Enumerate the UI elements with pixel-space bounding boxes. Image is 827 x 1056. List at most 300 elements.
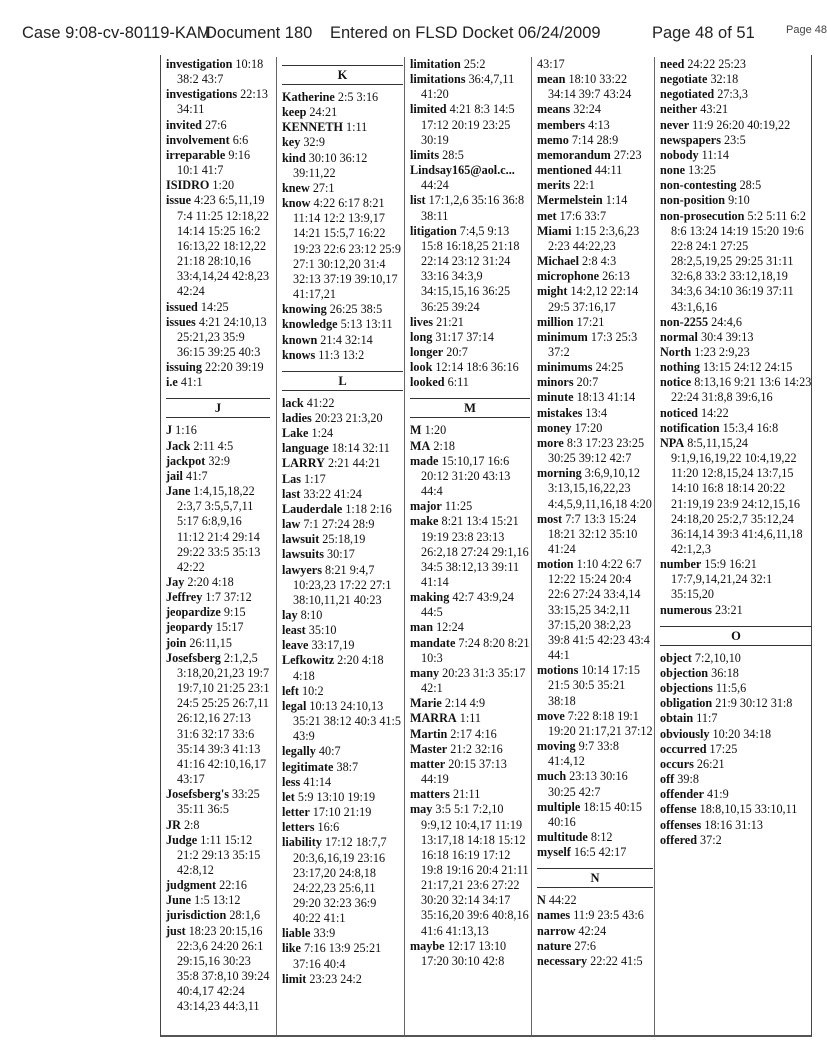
index-word: Jeffrey (166, 590, 203, 605)
index-entry (537, 57, 653, 72)
index-word: Jay (166, 575, 185, 589)
index-refs: 15:3,4 16:8 (722, 420, 779, 435)
index-entry (537, 224, 653, 254)
index-word: issuing (166, 360, 202, 375)
index-refs: 2:20 4:18 (187, 575, 234, 589)
index-word: microphone (537, 269, 600, 284)
index-entry (166, 893, 270, 908)
index-refs: 43:17 (537, 57, 565, 71)
index-entry (537, 939, 653, 954)
index-entry (410, 787, 530, 802)
index-entry (410, 742, 530, 757)
index-refs: 11:9 26:20 40:19,22 (692, 117, 791, 132)
index-refs: 7:24 8:20 8:21 10:3 (421, 635, 530, 665)
index-entry (537, 739, 653, 769)
index-word: memo (537, 132, 569, 147)
index-word: legal (282, 698, 307, 713)
index-word: knowing (282, 302, 327, 317)
index-refs: 1:14 (605, 193, 628, 208)
index-word: many (410, 665, 440, 680)
index-entry (166, 818, 270, 833)
index-entry (166, 375, 270, 390)
index-refs: 2:5 3:16 (337, 90, 379, 104)
index-refs: 21:4 32:14 (320, 332, 373, 347)
index-word: moving (537, 739, 576, 754)
index-word: Katherine (282, 90, 335, 104)
index-refs: 5:2 5:11 6:2 8:6 13:24 14:19 15:20 19:6 22:8 24:1 27:25 28:2,5,19,25 29:25 31:11 32:6,8 33:2 33:12,18,19 34:3,6 34:10 36:19 37:11 43:1,6,16 (671, 208, 806, 314)
index-word: know (282, 196, 311, 211)
index-refs: 2:8 (183, 817, 200, 832)
index-entry (537, 269, 653, 284)
index-word: involvement (166, 132, 230, 147)
index-refs: 22:20 39:19 (204, 360, 264, 375)
index-refs: 12:14 18:6 36:16 (435, 360, 519, 375)
index-word: letters (282, 820, 315, 835)
index-column-2 (276, 57, 403, 1035)
index-refs: 41:1 (180, 375, 203, 390)
index-column-3 (404, 57, 530, 1035)
index-refs: 13:25 (688, 163, 716, 178)
index-word: Martin (410, 726, 448, 741)
index-refs: 21:11 (452, 787, 481, 802)
index-refs: 10:13 24:10,13 35:21 38:12 40:3 41:5 43:9 (293, 698, 401, 744)
index-entry (282, 835, 403, 926)
index-word: ladies (282, 410, 312, 425)
index-entry (660, 406, 812, 421)
index-word: knew (282, 180, 310, 195)
index-refs: 17:21 (576, 314, 605, 329)
index-refs: 11:7 (696, 711, 718, 726)
index-word: offenses (660, 817, 702, 832)
index-refs: 38:7 (336, 759, 359, 774)
index-entry (166, 908, 270, 923)
index-refs: 22:22 41:5 (590, 953, 643, 968)
index-entry (537, 663, 653, 708)
index-word: may (410, 802, 433, 817)
index-word: motions (537, 663, 579, 678)
index-refs: 22:16 (219, 878, 247, 893)
index-entry (660, 757, 812, 772)
index-refs: 30:10 36:12 39:11,22 (293, 150, 368, 180)
index-refs: 1:16 (175, 423, 197, 438)
index-entry (537, 118, 653, 133)
index-word: minimums (537, 360, 593, 375)
index-word: longer (410, 344, 444, 359)
index-refs: 26:13 (602, 269, 630, 284)
index-entry (282, 941, 403, 971)
index-refs: 24:25 (595, 360, 624, 375)
index-word: matters (410, 787, 450, 802)
index-word: morning (537, 466, 582, 481)
index-entry (537, 254, 653, 269)
index-refs: 22:13 34:11 (177, 87, 268, 117)
index-entry (410, 666, 530, 696)
index-entry (410, 193, 530, 223)
index-entry (410, 514, 530, 590)
index-word: means (537, 102, 571, 117)
index-entry (410, 454, 530, 499)
index-word: never (660, 117, 690, 132)
index-refs: 39:8 (677, 772, 699, 787)
index-entry (660, 742, 812, 757)
index-entry (166, 300, 270, 315)
index-word: negotiate (660, 72, 708, 87)
index-refs: 41:9 (707, 787, 729, 802)
index-refs: 35:10 (308, 623, 337, 638)
index-entry (282, 196, 403, 302)
index-refs: 2:17 4:16 (450, 726, 497, 741)
index-entry (537, 800, 653, 830)
index-entry (410, 696, 530, 711)
index-entry (660, 436, 812, 557)
index-refs: 16:6 (317, 820, 340, 835)
index-refs: 6:11 (447, 375, 469, 390)
index-entry (537, 315, 653, 330)
index-word: like (282, 941, 301, 956)
index-entry (166, 651, 270, 787)
index-entry (282, 105, 403, 120)
index-word: mandate (410, 635, 456, 650)
index-entry (282, 563, 403, 608)
index-refs: 17:12 18:7,7 20:3,6,16,19 23:16 23:17,20 24:8,18 24:22,23 25:6,11 29:20 32:23 36:9 40:22 41:1 (293, 835, 387, 926)
index-refs: 20:15 37:13 44:19 (421, 756, 507, 787)
index-refs: 4:21 8:3 14:5 17:12 20:19 23:25 30:19 (421, 102, 515, 147)
index-refs: 13:4 (585, 405, 608, 420)
index-refs: 10:14 17:15 21:5 30:5 35:21 38:18 (548, 663, 640, 708)
index-word: noticed (660, 405, 698, 420)
index-entry (410, 148, 530, 163)
index-refs: 5:9 13:10 19:19 (297, 789, 376, 804)
index-entry (537, 178, 653, 193)
index-entry (537, 845, 653, 860)
index-word: object (660, 650, 692, 665)
index-word: notice (660, 375, 692, 390)
index-refs: 1:4,15,18,22 2:3,7 3:5,5,7,11 5:17 6:8,9,16 11:12 21:4 29:14 29:22 33:5 35:13 42:22 (177, 484, 261, 574)
index-refs: 20:23 21:3,20 (314, 410, 383, 425)
index-word: looked (410, 375, 445, 390)
index-word: jackpot (166, 453, 206, 468)
index-word: lawyers (282, 562, 322, 577)
index-word: merits (537, 178, 571, 193)
index-entry (410, 939, 530, 969)
index-entry (660, 711, 812, 726)
index-entry (660, 163, 812, 178)
index-word: issues (166, 314, 196, 329)
index-refs: 33:9 (313, 926, 336, 941)
index-word: nothing (660, 360, 700, 375)
index-word: Master (410, 741, 448, 756)
index-word: limitations (410, 72, 466, 87)
index-entry (537, 830, 653, 845)
index-refs: 15:9 16:21 17:7,9,14,21,24 32:1 35:15,20 (671, 557, 773, 602)
index-entry (660, 603, 812, 618)
index-entry (410, 439, 530, 454)
index-entry (660, 57, 812, 72)
index-entry (166, 620, 270, 635)
index-word: kind (282, 150, 306, 165)
index-entry (282, 820, 403, 835)
index-refs: 13:15 24:12 24:15 (703, 360, 793, 375)
index-refs: 9:15 (223, 605, 246, 620)
index-refs: 32:9 (303, 135, 325, 150)
index-entry (537, 954, 653, 969)
index-entry (282, 317, 403, 332)
index-refs: 8:21 13:4 15:21 19:19 23:8 23:13 26:2,18 27:24 29:1,16 34:5 38:12,13 39:11 41:14 (421, 514, 529, 589)
page-number: Page 48 of 51 (652, 24, 755, 42)
index-word: letter (282, 805, 310, 820)
index-refs: 27:3,3 (717, 87, 749, 102)
index-entry (537, 209, 653, 224)
index-refs: 24:21 (309, 105, 338, 120)
index-refs: 18:14 32:11 (331, 441, 390, 456)
index-refs: 1:20 (212, 178, 235, 193)
index-word: nobody (660, 147, 699, 162)
index-entry (660, 651, 812, 666)
index-entry (282, 348, 403, 363)
index-word: jeopardize (166, 605, 221, 620)
index-word: look (410, 360, 433, 375)
index-entry (660, 87, 812, 102)
index-word: NPA (660, 435, 685, 450)
index-refs: 23:23 24:2 (309, 971, 362, 986)
index-word: last (282, 486, 301, 501)
section-letter: N (537, 868, 653, 888)
index-word: lives (410, 314, 434, 329)
index-entry (660, 681, 812, 696)
index-entry (660, 818, 812, 833)
index-refs: 15:17 (215, 620, 244, 635)
index-entry (660, 330, 812, 345)
index-entry (282, 426, 403, 441)
index-word: negotiated (660, 87, 715, 102)
index-word: investigation (166, 57, 233, 71)
index-word: memorandum (537, 147, 611, 162)
index-refs: 43:21 (700, 102, 729, 117)
index-entry (537, 163, 653, 178)
index-word: leave (282, 638, 309, 653)
index-entry (660, 148, 812, 163)
index-entry (537, 330, 653, 360)
index-word: limits (410, 147, 440, 162)
index-word: myself (537, 845, 571, 860)
index-entry (166, 636, 270, 651)
index-word: Las (282, 471, 301, 486)
index-word: LARRY (282, 456, 325, 471)
index-word: litigation (410, 223, 457, 238)
index-word: just (166, 923, 186, 938)
index-entry (537, 436, 653, 466)
index-entry (282, 805, 403, 820)
index-word: list (410, 193, 426, 208)
index-refs: 27:23 (613, 147, 642, 162)
index-refs: 37:2 (700, 832, 722, 847)
index-entry (537, 102, 653, 117)
index-word: man (410, 620, 434, 635)
index-entry (282, 926, 403, 941)
index-word: issue (166, 193, 192, 208)
index-entry (166, 178, 270, 193)
index-refs: 23:5 (724, 132, 746, 147)
index-entry (660, 557, 812, 602)
index-refs: 1:5 13:12 (194, 893, 241, 908)
index-word: number (660, 557, 702, 572)
index-refs: 5:13 13:11 (340, 317, 393, 332)
index-refs: 26:11,15 (189, 635, 232, 650)
index-refs: 1:24 (311, 426, 334, 441)
index-entry (537, 193, 653, 208)
index-entry (410, 375, 530, 390)
index-entry (282, 699, 403, 744)
index-word: numerous (660, 602, 712, 617)
index-refs: 3:6,9,10,12 3:13,15,16,22,23 4:4,5,9,11,16,18 4:20 (548, 466, 652, 511)
index-refs: 1:15 2:3,6,23 2:23 44:22,23 (548, 223, 640, 253)
index-word: JR (166, 817, 181, 832)
index-entry (282, 411, 403, 426)
index-refs: 32:9 (208, 453, 230, 468)
index-word: obligation (660, 696, 713, 711)
index-entry (282, 441, 403, 456)
index-entry (282, 517, 403, 532)
index-refs: 44:22 (548, 893, 577, 908)
index-word: newspapers (660, 132, 721, 147)
index-word: judgment (166, 878, 217, 893)
index-word: million (537, 314, 574, 329)
index-word: notification (660, 420, 720, 435)
index-refs: 1:11 (459, 711, 481, 726)
index-entry (166, 924, 270, 1015)
index-word: least (282, 623, 306, 638)
index-word: Judge (166, 832, 198, 847)
index-refs: 24:4,6 (711, 314, 742, 329)
index-refs: 33:25 35:11 36:5 (177, 787, 260, 817)
index-refs: 10:2 (301, 683, 324, 698)
index-word: Jack (166, 438, 191, 453)
index-word: minimum (537, 329, 588, 344)
index-word: Josefsberg (166, 650, 221, 665)
index-entry (282, 623, 403, 638)
index-word: might (537, 284, 568, 299)
index-refs: 1:23 2:9,23 (694, 344, 750, 359)
index-refs: 3:5 5:1 7:2,10 9:9,12 10:4,17 11:19 13:17,18 14:18 15:12 16:18 16:19 17:12 19:8 19:16 20:4 21:11 21:17,21 23:6 27:22 30:20 32:14 34:17 35:16,20 39:6 40:8,16 41:6 41:13,13 (421, 802, 529, 938)
index-entry (166, 423, 270, 438)
index-entry (660, 118, 812, 133)
index-refs: 16:5 42:17 (573, 845, 627, 860)
index-refs: 9:7 33:8 41:4,12 (548, 739, 619, 769)
index-entry (282, 760, 403, 775)
index-entry (410, 757, 530, 787)
index-word: June (166, 893, 192, 908)
index-refs: 20:23 31:3 35:17 42:1 (421, 665, 526, 696)
index-entry (282, 653, 403, 683)
index-word: money (537, 420, 572, 435)
index-refs: 7:22 8:18 19:1 19:20 21:17,21 37:12 (548, 708, 653, 738)
index-entry (166, 454, 270, 469)
section-letter: L (282, 371, 403, 391)
index-word: ISIDRO (166, 178, 210, 193)
index-refs: 14:25 (200, 299, 229, 314)
index-entry (166, 605, 270, 620)
index-word: join (166, 635, 187, 650)
index-entry (410, 499, 530, 514)
index-refs: 27:1 (312, 180, 335, 195)
index-entry (282, 151, 403, 181)
index-refs: 26:25 38:5 (329, 302, 383, 317)
index-word: Miami (537, 223, 572, 238)
index-refs: 9:16 10:1 41:7 (177, 147, 251, 178)
index-entry (537, 924, 653, 939)
index-refs: 8:3 17:23 23:25 30:25 39:12 42:7 (548, 435, 645, 466)
index-refs: 42:24 (578, 923, 607, 938)
index-refs: 25:18,19 (322, 532, 366, 547)
index-word: non-contesting (660, 178, 737, 193)
index-refs: 41:14 (303, 774, 332, 789)
index-entry (537, 284, 653, 314)
index-refs: 44:24 (421, 178, 449, 193)
index-refs: 18:13 41:14 (576, 390, 636, 405)
index-word: left (282, 683, 299, 698)
docket-header (22, 24, 827, 50)
index-word: obviously (660, 726, 710, 741)
index-refs: 30:17 (327, 547, 355, 562)
index-refs: 31:17 37:14 (435, 329, 494, 344)
index-refs: 17:10 21:19 (312, 805, 372, 820)
index-refs: 30:4 39:13 (700, 329, 754, 344)
index-entry (282, 302, 403, 317)
index-word: offered (660, 832, 697, 847)
index-word: making (410, 590, 450, 605)
index-refs: 11:9 23:5 43:6 (573, 908, 644, 923)
index-refs: 18:16 31:13 (704, 817, 763, 832)
index-entry (660, 133, 812, 148)
index-refs: 2:20 4:18 4:18 (293, 653, 384, 683)
index-refs: 8:21 9:4,7 10:23,23 17:22 27:1 38:10,11,21 40:23 (293, 562, 392, 607)
index-refs: 1:17 (304, 471, 326, 486)
index-entry (410, 163, 530, 193)
index-word: less (282, 774, 301, 789)
index-entry (537, 709, 653, 739)
index-word: lawsuits (282, 547, 324, 562)
index-word: lay (282, 608, 298, 622)
index-word: necessary (537, 953, 588, 968)
index-entry (410, 727, 530, 742)
index-refs: 8:12 (590, 829, 613, 844)
index-entry (537, 406, 653, 421)
index-entry (537, 375, 653, 390)
section-letter: M (410, 398, 530, 418)
index-refs: 17:20 (574, 420, 603, 435)
index-refs: 33:17,19 (311, 638, 355, 653)
index-entry (410, 802, 530, 938)
index-entry (660, 178, 812, 193)
index-word: mistakes (537, 405, 583, 420)
index-refs: 7:7 13:3 15:24 18:21 32:12 35:10 41:24 (548, 511, 638, 556)
index-entry (660, 193, 812, 208)
index-refs: 12:24 (436, 620, 464, 635)
index-refs: 2:11 4:5 (193, 438, 234, 453)
index-word: occurred (660, 741, 707, 756)
index-refs: 42:7 43:9,24 44:5 (421, 590, 514, 620)
index-entry (537, 148, 653, 163)
index-refs: 18:8,10,15 33:10,11 (699, 802, 798, 817)
index-entry (166, 439, 270, 454)
index-entry (660, 375, 812, 405)
section-letter: O (660, 626, 812, 646)
index-word: long (410, 329, 433, 344)
index-word: multitude (537, 829, 588, 844)
index-refs: 7:1 27:24 28:9 (303, 517, 375, 532)
index-entry (537, 360, 653, 375)
index-entry (166, 787, 270, 817)
